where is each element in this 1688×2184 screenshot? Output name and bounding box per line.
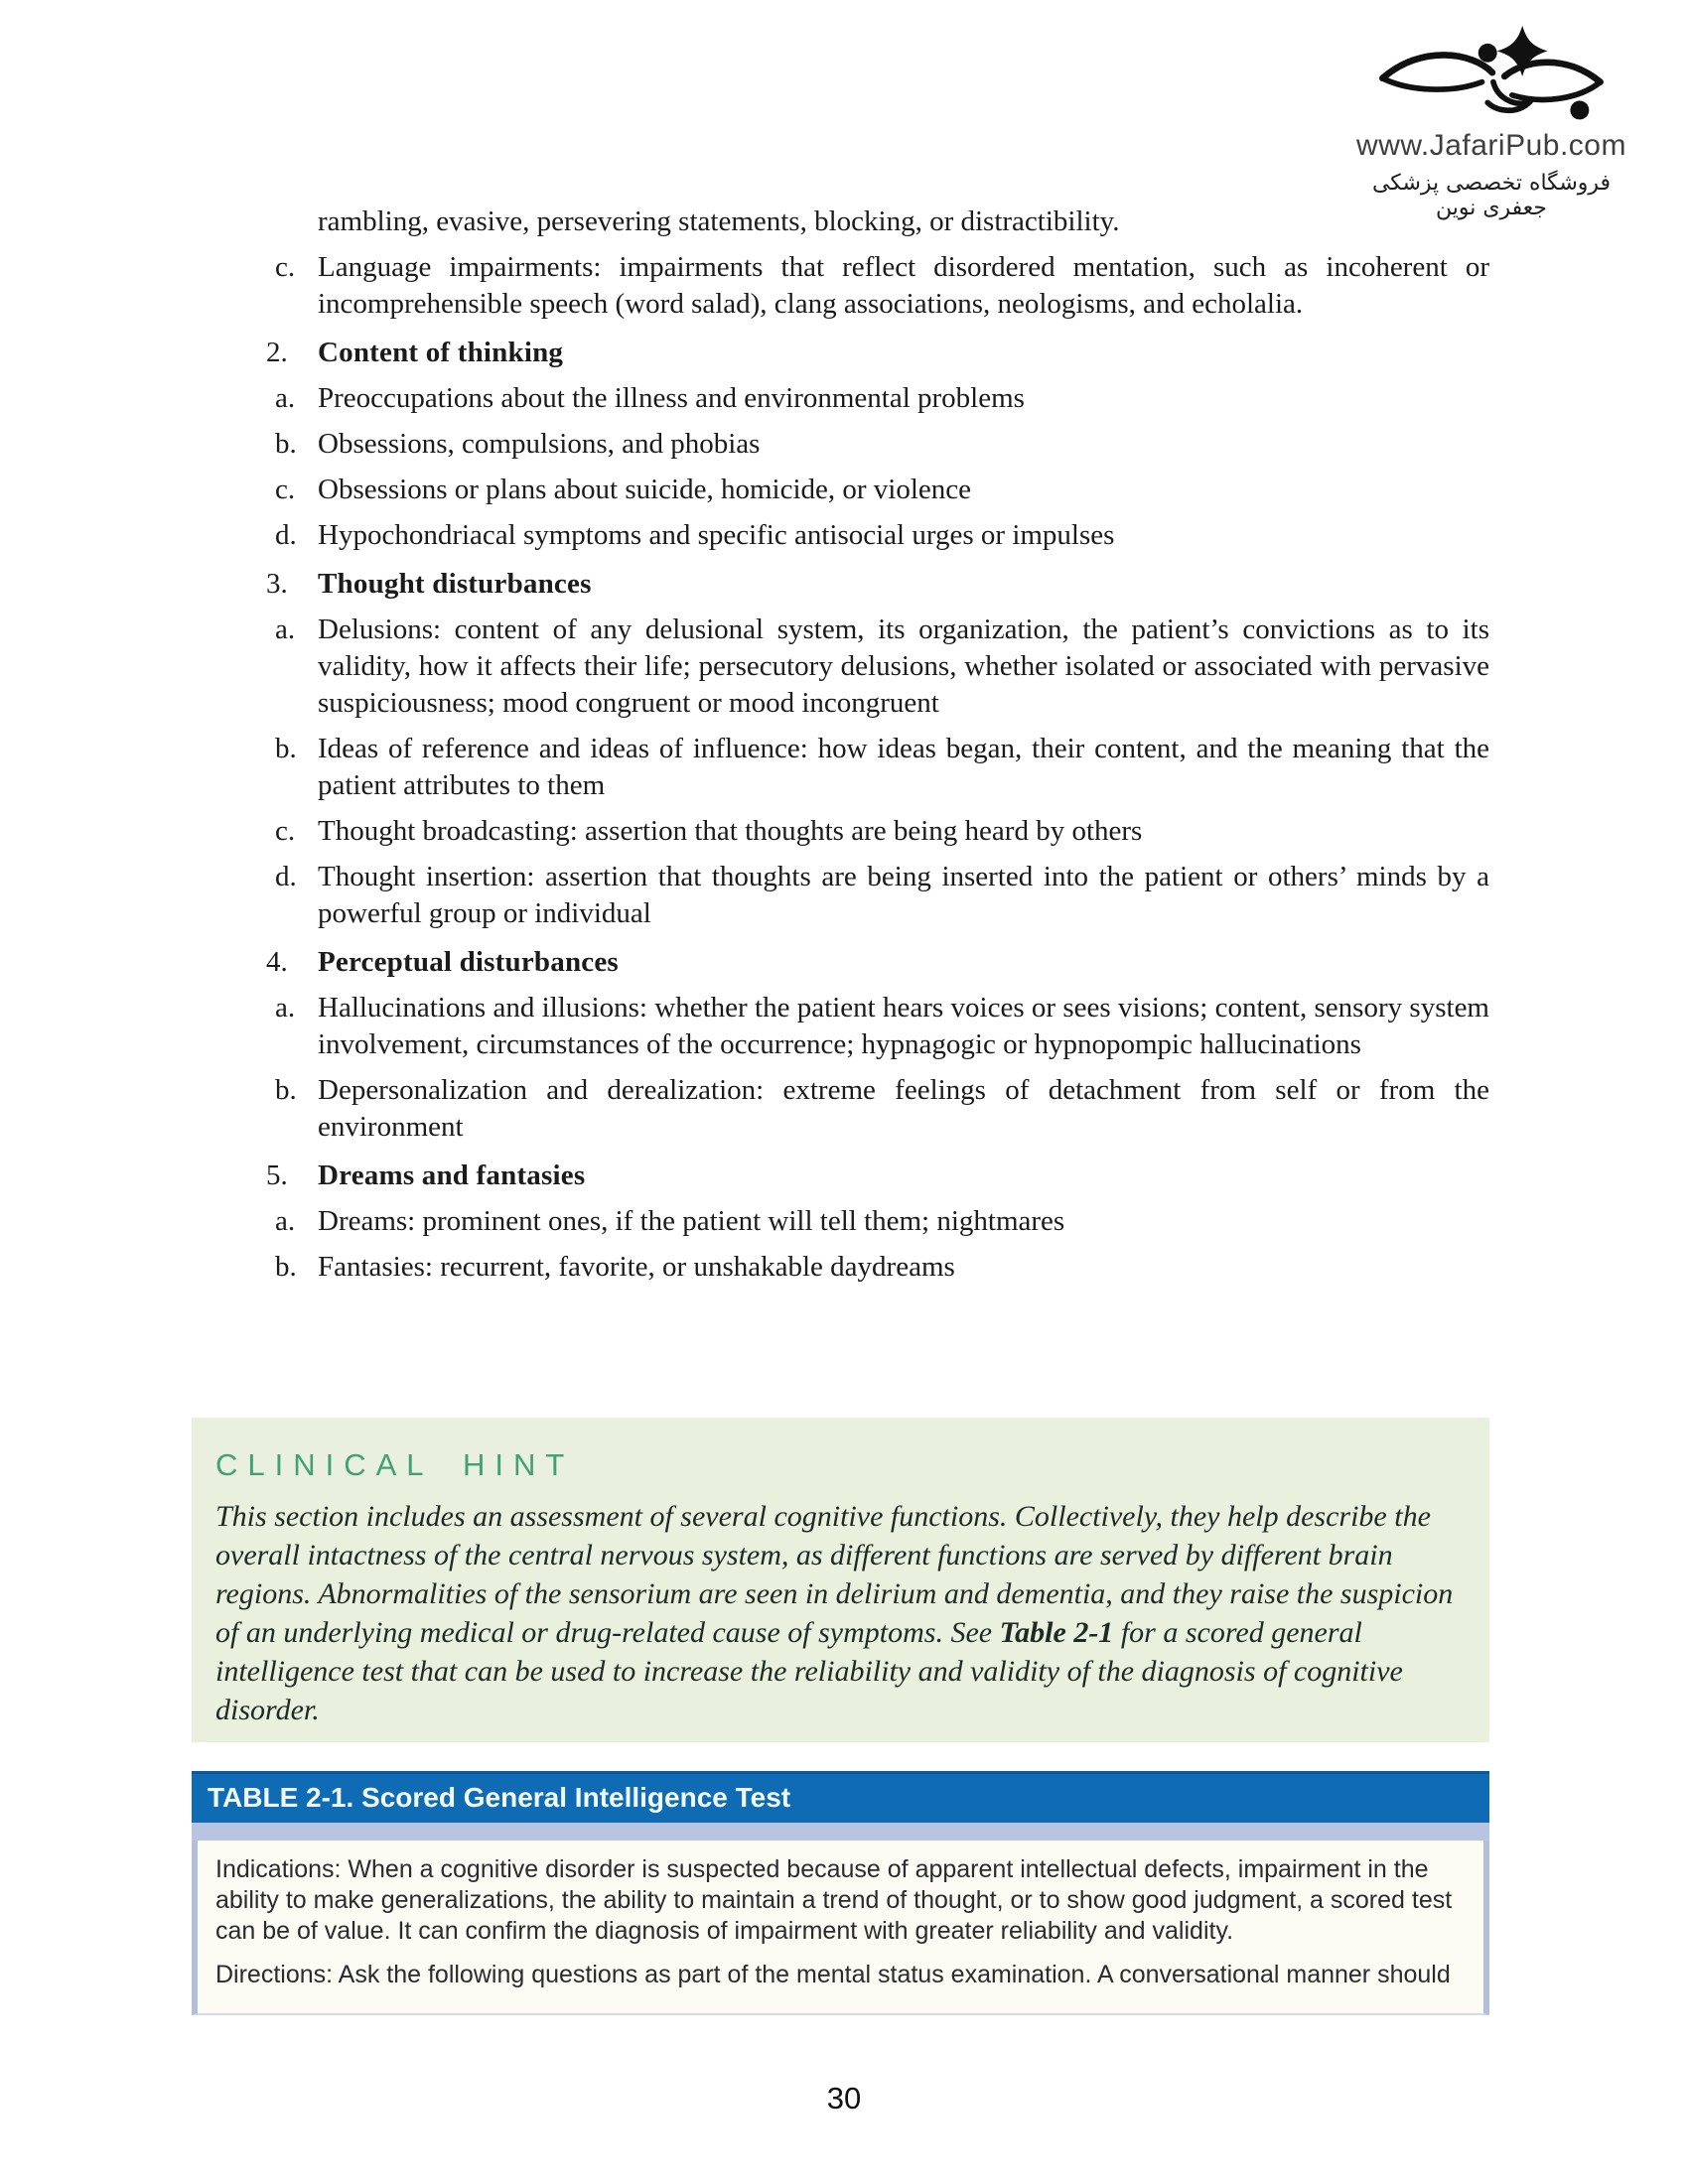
table-2-1 [192, 1771, 1489, 2015]
list-marker: d. [275, 519, 297, 551]
list-heading: 5. Dreams and fantasies [260, 1158, 1489, 1194]
list-marker: c. [275, 251, 296, 283]
list-heading: 4. Perceptual disturbances [260, 944, 1489, 981]
list-item: b. Ideas of reference and ideas of influence: how ideas began, their content, and the meaning that the patient attributes to them [275, 733, 1489, 801]
list-item: b. Obsessions, compulsions, and phobias [260, 426, 1489, 463]
table-title-bar: TABLE 2-1. Scored General Intelligence Test [192, 1771, 1489, 1823]
list-heading: 3. Thought disturbances [260, 566, 1489, 603]
list-marker: c. [275, 815, 296, 847]
list-marker: d. [275, 861, 297, 892]
page-number: 30 [826, 2081, 862, 2116]
publisher-url: www.JafariPub.com [1356, 129, 1626, 162]
list-marker: b. [275, 1074, 297, 1106]
table-body [192, 1841, 1489, 2015]
list-marker: 3. [266, 568, 288, 600]
table-directions-paragraph: Directions: Ask the following questions as part of the mental status examination. A conversational manner should [215, 1961, 1451, 1988]
list-marker: a. [275, 614, 296, 645]
list-marker: 5. [266, 1160, 288, 1191]
list-item: a. Preoccupations about the illness and environmental problems [260, 380, 1489, 417]
outline-list [260, 204, 1489, 1286]
clinical-hint-text: This section includes an assessment of several cognitive functions. Collectively, they help describe the overall intactness of the central nervous system, as different functions are served by different brain regions. Abnormalities of the sensorium are seen in delirium and dementia, and they raise the suspicion of an underlying medical or drug-related cause of symptoms. See Table 2-1 for a scored general intelligence test that can be used to increase the reliability and validity of the diagnosis of cognitive disorder. [215, 1500, 1454, 1726]
list-item: a. Dreams: prominent ones, if the patient will tell them; nightmares [260, 1203, 1489, 1240]
calligraphy-ornament-icon [1367, 24, 1616, 127]
list-marker: c. [275, 474, 296, 505]
clinical-hint-heading: CLINICAL HINT [215, 1447, 575, 1482]
list-marker: 4. [266, 946, 288, 978]
list-marker: b. [275, 1251, 297, 1283]
list-item-continuation: rambling, evasive, persevering statements, blocking, or distractibility. [318, 205, 1120, 237]
list-item: c. Language impairments: impairments that reflect disordered mentation, such as incoherent or incomprehensible speech (word salad), clang associations, neologisms, and echolalia. [275, 251, 1489, 320]
list-item: b. Fantasies: recurrent, favorite, or unshakable daydreams [260, 1249, 1489, 1286]
list-marker: a. [275, 1205, 296, 1237]
list-heading: 2. Content of thinking [260, 335, 1489, 371]
list-marker: b. [275, 428, 297, 460]
list-marker: b. [275, 733, 297, 764]
table-header-divider [192, 1823, 1489, 1841]
list-item: a. Delusions: content of any delusional system, its organization, the patient’s convictions as to its validity, how it affects their life; persecutory delusions, whether isolated or associated with pervasive suspiciousness; mood congruent or mood incongruent [275, 614, 1489, 719]
publisher-logo [1342, 24, 1640, 220]
list-item: a. Hallucinations and illusions: whether the patient hears voices or sees visions; content, sensory system involvement, circumstances of the occurrence; hypnagogic or hypnopompic hallucinations [275, 992, 1489, 1060]
publisher-tagline: فروشگاه تخصصی پزشکی جعفری نوین [1371, 171, 1612, 220]
clinical-hint-box [192, 1418, 1489, 1742]
list-item: c. Thought broadcasting: assertion that thoughts are being heard by others [260, 813, 1489, 850]
table-reference: Table 2-1 [999, 1616, 1114, 1649]
list-marker: a. [275, 992, 296, 1024]
list-marker: a. [275, 382, 296, 414]
list-item: d. Hypochondriacal symptoms and specific antisocial urges or impulses [260, 517, 1489, 554]
list-item: b. Depersonalization and derealization: extreme feelings of detachment from self or from the environment [275, 1074, 1489, 1143]
table-indications-paragraph: Indications: When a cognitive disorder is suspected because of apparent intellectual defects, impairment in the ability to make generalizations, the ability to maintain a trend of thought, or to show good judgment, a scored test can be of value. It can confirm the diagnosis of impairment with greater reliability and validity. [215, 1855, 1453, 1945]
list-item: d. Thought insertion: assertion that thoughts are being inserted into the patient or others’ minds by a powerful group or individual [275, 861, 1489, 929]
list-marker: 2. [266, 337, 288, 368]
list-item: c. Obsessions or plans about suicide, homicide, or violence [260, 472, 1489, 508]
